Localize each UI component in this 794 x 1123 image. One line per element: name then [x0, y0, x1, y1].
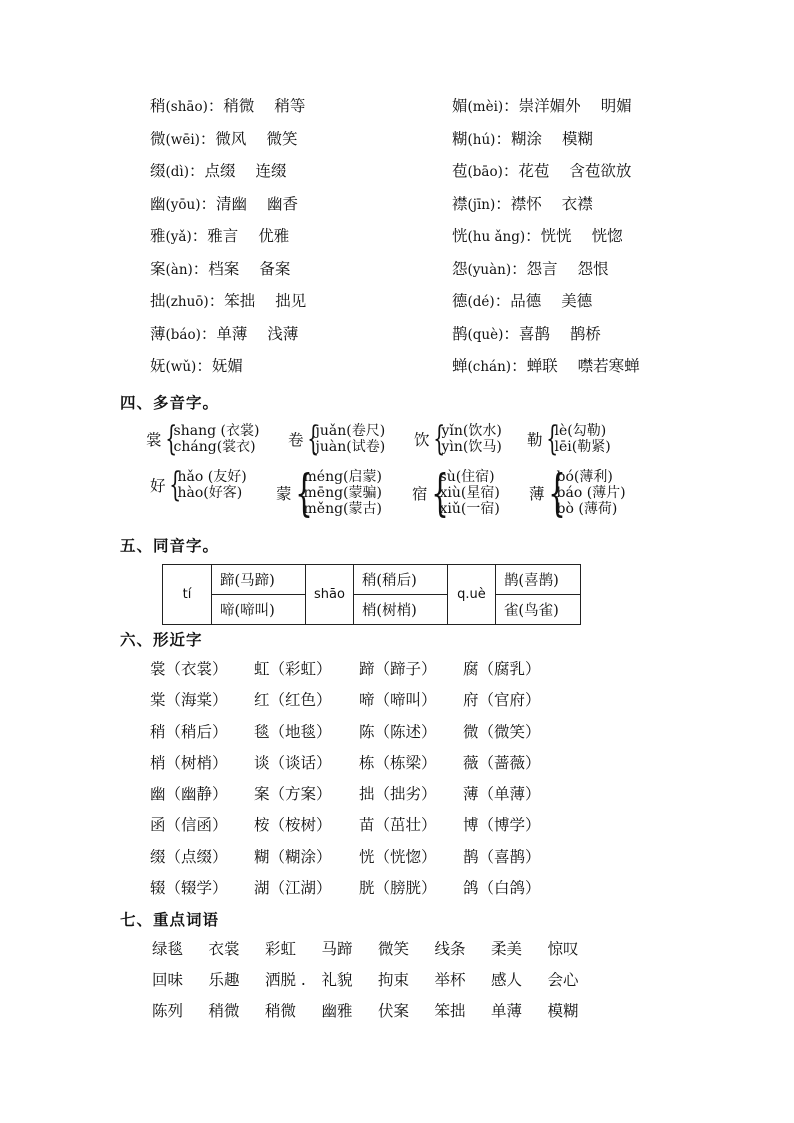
- polyphonic-reading: měng(蒙古): [303, 501, 382, 517]
- polyphonic-char: 裳: [146, 431, 162, 449]
- key-word-item: 绿毯: [152, 940, 184, 958]
- vocab-char: 恍: [452, 227, 468, 245]
- vocab-word: 连缀: [255, 162, 287, 180]
- polyphonic-char: 蒙: [276, 485, 292, 503]
- vocab-word: ：笨拙: [208, 292, 256, 310]
- section-heading-homophones: 五、同音字。: [120, 537, 220, 555]
- vocab-word: ：恍恍: [525, 227, 572, 245]
- similar-char-item: 棠（海棠）: [150, 691, 228, 710]
- polyphonic-reading: xiù(星宿): [439, 485, 500, 501]
- vocab-char: 德: [452, 292, 468, 310]
- polyphonic-group: [150, 465, 247, 505]
- vocab-entry: [452, 222, 660, 255]
- vocab-char: 怨: [452, 259, 468, 278]
- vocab-word: 拙见: [275, 292, 307, 310]
- vocab-entry: [452, 287, 660, 320]
- similar-char-item: 博（博学）: [463, 816, 541, 835]
- vocab-word: ：微风: [199, 129, 247, 148]
- vocab-word: ：怨言: [511, 259, 558, 278]
- brace-symbol: {: [168, 465, 181, 505]
- similar-char-item: 函（信函）: [150, 816, 228, 835]
- similar-char-item: 湖（江湖）: [254, 879, 332, 898]
- polyphonic-group: [288, 419, 386, 459]
- vocab-pinyin: (wǔ): [165, 359, 197, 375]
- brace-symbol: {: [306, 419, 319, 459]
- vocab-entry: [452, 125, 660, 158]
- key-word-item: 衣裳: [208, 940, 240, 958]
- vocab-word: ：糊涂: [495, 129, 542, 148]
- vocab-word: 噤若寒蝉: [577, 357, 640, 375]
- vocab-char: 幽: [150, 194, 166, 213]
- vocab-char: 妩: [150, 357, 166, 375]
- vocab-pinyin: (mèi): [467, 99, 504, 115]
- similar-char-item: 谈（谈话）: [254, 753, 332, 772]
- vocab-word: ：喜鹊: [503, 324, 550, 343]
- similar-char-item: 恍（恍惚）: [359, 847, 437, 866]
- vocab-char: 雅: [150, 227, 166, 245]
- polyphonic-reading: yìn(饮马): [441, 439, 502, 455]
- vocab-word: ：襟怀: [495, 194, 542, 213]
- homophone-pinyin: shāo: [306, 565, 354, 625]
- similar-char-item: 苗（茁壮）: [359, 816, 437, 835]
- key-word-item: 伏案: [378, 1002, 410, 1020]
- vocab-word: 优雅: [258, 227, 290, 245]
- similar-char-item: 鹊（喜鹊）: [463, 847, 541, 866]
- similar-char-item: 幽（幽静）: [150, 785, 228, 804]
- polyphonic-readings: [442, 423, 502, 455]
- homophone-table: [162, 564, 581, 625]
- polyphonic-reading: mēng(蒙骗): [303, 485, 382, 501]
- key-word-item: 举杯: [434, 971, 466, 989]
- vocab-entry: [452, 320, 660, 353]
- vocab-word: ：清幽: [200, 194, 248, 213]
- vocab-char: 缀: [150, 162, 166, 180]
- vocab-entry: [452, 255, 660, 288]
- similar-char-item: 拙（拙劣）: [359, 785, 437, 804]
- polyphonic-readings: [304, 469, 382, 517]
- key-word-item: 感人: [491, 971, 523, 989]
- key-word-item: 单薄: [491, 1002, 523, 1020]
- homophone-word: 稍(稍后): [353, 565, 447, 595]
- key-word-item: 微笑: [378, 940, 410, 958]
- similar-char-item: 红（红色）: [254, 691, 332, 710]
- similar-char-item: 微（微笑）: [463, 722, 541, 741]
- key-word-item: 惊叹: [547, 940, 579, 958]
- polyphonic-reading: hào(好客): [177, 485, 243, 501]
- similar-char-item: 薄（单薄）: [463, 785, 541, 804]
- vocab-word: 浅薄: [267, 324, 299, 343]
- similar-chars-grid: [150, 655, 573, 905]
- vocab-word: ：点缀: [189, 162, 236, 180]
- vocab-pinyin: (què): [467, 326, 504, 343]
- homophone-word: 鹊(喜鹊): [495, 565, 580, 595]
- vocab-char: 苞: [452, 162, 468, 180]
- similar-char-item: 府（官府）: [463, 691, 541, 710]
- polyphonic-group: [276, 464, 382, 522]
- similar-char-item: 稍（稍后）: [150, 722, 228, 741]
- polyphonic-char: 好: [150, 477, 166, 495]
- polyphonic-reading: xiǔ(一宿): [439, 501, 500, 517]
- vocab-word: ：妩媚: [196, 357, 243, 375]
- polyphonic-reading: cháng(裳衣): [173, 439, 256, 455]
- polyphonic-readings: [316, 423, 386, 455]
- vocab-word: 明媚: [600, 97, 632, 115]
- vocab-entry: [150, 352, 326, 385]
- vocab-word: 鹊桥: [569, 324, 601, 343]
- vocab-entry: [150, 92, 326, 125]
- similar-char-item: 啼（啼叫）: [359, 691, 437, 710]
- key-word-item: 乐趣: [208, 971, 240, 989]
- vocab-char: 案: [150, 259, 166, 278]
- polyphonic-reading: bó(薄利): [556, 469, 613, 485]
- vocab-pinyin: (wēi): [165, 131, 200, 148]
- vocab-word: ：档案: [192, 259, 240, 278]
- similar-char-item: 毯（地毯）: [254, 722, 332, 741]
- polyphonic-group: [146, 419, 260, 459]
- vocab-word: 幽香: [267, 194, 299, 213]
- vocab-word: 备案: [259, 259, 291, 278]
- key-word-item: 线条: [434, 940, 466, 958]
- polyphonic-reading: yǐn(饮水): [441, 423, 502, 439]
- key-word-item: 幽雅: [321, 1002, 353, 1020]
- section-heading-similar: 六、形近字: [120, 631, 203, 649]
- key-word-item: 笨拙: [434, 1002, 466, 1020]
- polyphonic-readings: [174, 423, 260, 455]
- key-words-grid: [152, 935, 604, 1028]
- vocab-char: 襟: [452, 194, 468, 213]
- vocab-word: 衣襟: [561, 194, 593, 213]
- vocab-pinyin: (zhuō): [165, 294, 209, 310]
- vocab-pinyin: (hu ǎng): [467, 229, 526, 245]
- key-word-item: 模糊: [547, 1002, 579, 1020]
- similar-char-item: 胱（膀胱）: [359, 879, 437, 898]
- vocab-entry: [150, 287, 326, 320]
- polyphonic-char: 勒: [527, 431, 543, 449]
- vocab-char: 蝉: [452, 357, 468, 375]
- vocab-pinyin: (àn): [165, 261, 193, 278]
- polyphonic-readings: [557, 469, 626, 517]
- vocab-entry: [150, 190, 326, 223]
- vocab-char: 拙: [150, 292, 166, 310]
- polyphonic-reading: lēi(勒紧): [554, 439, 611, 455]
- vocab-word: ：单薄: [200, 324, 248, 343]
- key-word-item: 洒脱 .: [265, 971, 306, 989]
- vocab-char: 糊: [452, 129, 468, 148]
- key-word-item: 会心: [547, 971, 579, 989]
- similar-char-item: 虹（彩虹）: [254, 660, 332, 678]
- vocab-pinyin: (dì): [165, 164, 190, 180]
- key-word-item: 彩虹: [265, 940, 297, 958]
- polyphonic-reading: juàn(试卷): [315, 439, 386, 455]
- polyphonic-reading: báo (薄片): [556, 485, 626, 501]
- vocab-word: ：蝉联: [511, 357, 558, 375]
- vocab-word: ：花苞: [502, 162, 550, 180]
- polyphonic-reading: bò (薄荷): [556, 501, 618, 517]
- vocab-char: 微: [150, 129, 166, 148]
- vocab-char: 稍: [150, 97, 166, 115]
- vocab-pinyin: (bāo): [467, 164, 503, 180]
- vocab-entry: [150, 125, 326, 158]
- vocab-word: 怨恨: [577, 259, 609, 278]
- section-heading-polyphonic: 四、多音字。: [120, 394, 220, 412]
- vocab-word: 含苞欲放: [569, 162, 632, 180]
- polyphonic-reading: juǎn(卷尺): [315, 423, 386, 439]
- vocab-pinyin: (dé): [467, 294, 495, 310]
- section-heading-keywords: 七、重点词语: [120, 911, 220, 929]
- similar-char-item: 陈（陈述）: [359, 722, 437, 741]
- key-word-item: 陈列: [152, 1002, 184, 1020]
- homophone-word: 啼(啼叫): [212, 595, 306, 625]
- vocab-pinyin: (hú): [467, 131, 496, 148]
- vocab-pinyin: (jīn): [467, 196, 496, 213]
- brace-symbol: {: [164, 419, 177, 459]
- key-word-item: 稍微: [208, 1002, 240, 1020]
- homophone-word: 梢(树梢): [353, 595, 447, 625]
- key-word-item: 马蹄: [321, 940, 353, 958]
- vocab-char: 薄: [150, 324, 166, 343]
- vocab-pinyin: (shāo): [165, 99, 208, 115]
- polyphonic-group: [412, 464, 500, 522]
- homophone-word: 雀(鸟雀): [495, 595, 580, 625]
- similar-char-item: 栋（栋梁）: [359, 753, 437, 772]
- homophone-pinyin: tí: [163, 565, 212, 625]
- polyphonic-group: [414, 419, 502, 459]
- vocab-pinyin: (báo): [165, 326, 201, 343]
- vocab-entry: [150, 320, 326, 353]
- polyphonic-char: 卷: [288, 431, 304, 449]
- vocab-word: ：崇洋媚外: [503, 97, 581, 115]
- vocab-word: 稍等: [274, 97, 306, 115]
- similar-char-item: 缀（点缀）: [150, 847, 228, 866]
- homophone-pinyin: q.uè: [447, 565, 495, 625]
- polyphonic-group: [529, 464, 626, 522]
- vocab-pinyin: (yǎ): [165, 229, 192, 245]
- vocab-entry: [452, 157, 660, 190]
- vocab-pinyin: (yuàn): [467, 261, 512, 278]
- vocab-entry: [452, 190, 660, 223]
- similar-char-item: 糊（糊涂）: [254, 847, 332, 866]
- vocab-word: ：品德: [494, 292, 542, 310]
- vocab-word: 恍惚: [591, 227, 623, 245]
- polyphonic-readings: [555, 423, 611, 455]
- brace-symbol: {: [294, 464, 313, 522]
- key-word-item: 礼貌: [321, 971, 353, 989]
- brace-symbol: {: [545, 419, 558, 459]
- polyphonic-group: [527, 419, 611, 459]
- vocab-entry: [150, 222, 326, 255]
- brace-symbol: {: [547, 464, 566, 522]
- similar-char-item: 薇（蔷薇）: [463, 753, 541, 772]
- vocab-list-right: [452, 92, 660, 385]
- polyphonic-reading: méng(启蒙): [303, 469, 382, 485]
- homophone-word: 蹄(马蹄): [212, 565, 306, 595]
- brace-symbol: {: [430, 464, 449, 522]
- vocab-word: 模糊: [561, 129, 593, 148]
- polyphonic-reading: lè(勾勒): [554, 423, 607, 439]
- vocab-word: 美德: [561, 292, 593, 310]
- polyphonic-readings: [178, 469, 247, 501]
- vocab-char: 鹊: [452, 324, 468, 343]
- vocab-word: ：稍微: [207, 97, 255, 115]
- similar-char-item: 梢（树梢）: [150, 753, 228, 772]
- vocab-word: ：雅言: [191, 227, 239, 245]
- similar-char-item: 裳（衣裳）: [150, 660, 228, 678]
- polyphonic-reading: hǎo (友好): [177, 469, 247, 485]
- polyphonic-reading: shang (衣裳): [173, 423, 260, 439]
- vocab-entry: [452, 92, 660, 125]
- vocab-entry: [150, 157, 326, 190]
- key-word-item: 回味: [152, 971, 184, 989]
- similar-char-item: 腐（腐乳）: [463, 660, 541, 678]
- vocab-pinyin: (chán): [467, 359, 512, 375]
- vocab-pinyin: (yōu): [165, 196, 201, 213]
- key-word-item: 柔美: [491, 940, 523, 958]
- vocab-word: 微笑: [266, 129, 298, 148]
- similar-char-item: 桉（桉树）: [254, 816, 332, 835]
- brace-symbol: {: [432, 419, 445, 459]
- vocab-entry: [150, 255, 326, 288]
- polyphonic-char: 薄: [529, 485, 545, 503]
- vocab-list-left: [150, 92, 326, 385]
- key-word-item: 稍微: [265, 1002, 297, 1020]
- vocab-entry: [452, 352, 660, 385]
- similar-char-item: 鸽（白鸽）: [463, 879, 541, 898]
- polyphonic-reading: sù(住宿): [439, 469, 495, 485]
- similar-char-item: 蹄（蹄子）: [359, 660, 437, 678]
- vocab-char: 媚: [452, 97, 468, 115]
- key-word-item: 拘束: [378, 971, 410, 989]
- similar-char-item: 辍（辍学）: [150, 879, 228, 898]
- polyphonic-char: 饮: [414, 431, 430, 449]
- polyphonic-char: 宿: [412, 485, 428, 503]
- similar-char-item: 案（方案）: [254, 785, 332, 804]
